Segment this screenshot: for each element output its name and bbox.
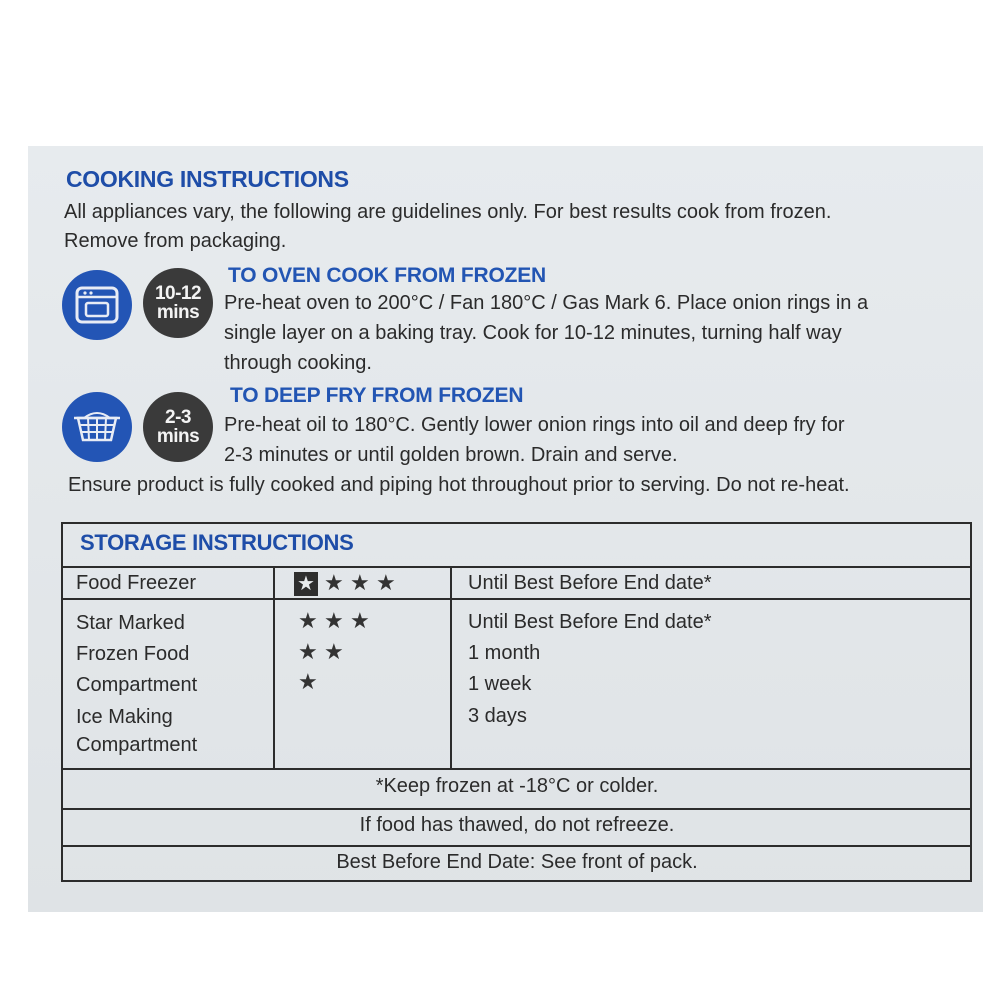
- fry-time-value: 2-3: [165, 407, 191, 428]
- fry-line-1: Pre-heat oil to 180°C. Gently lower onion rings into oil and deep fry for: [224, 414, 845, 436]
- food-freezer-duration: Until Best Before End date*: [468, 572, 712, 594]
- compartment-label: Frozen Food: [76, 643, 190, 665]
- best-before-note: Best Before End Date: See front of pack.: [336, 851, 698, 873]
- cooking-intro: [64, 198, 964, 256]
- oven-icon-graphic: [74, 285, 120, 325]
- star-icon: ★: [298, 608, 318, 633]
- oven-instructions: [224, 288, 984, 378]
- oven-line-1: Pre-heat oven to 200°C / Fan 180°C / Gas Mark 6. Place onion rings in a: [224, 292, 869, 314]
- fryer-basket-icon: [62, 392, 132, 462]
- compartment-duration: 1 week: [468, 673, 532, 695]
- intro-line-1: All appliances vary, the following are guidelines only. For best results cook from frozen.: [64, 201, 832, 223]
- keep-frozen-note: *Keep frozen at -18°C or colder.: [375, 775, 659, 797]
- table-divider: [273, 566, 275, 769]
- compartment-label: Compartment: [76, 734, 198, 756]
- fry-time-badge: [143, 392, 213, 462]
- fry-heading: TO DEEP FRY FROM FROZEN: [230, 384, 524, 407]
- oven-time-badge: [143, 268, 213, 338]
- oven-icon: [62, 270, 132, 340]
- star-icon: ★: [324, 570, 344, 595]
- compartment-label: Star Marked: [76, 612, 185, 634]
- star-icon: ★: [298, 669, 318, 694]
- table-divider: [61, 845, 972, 847]
- compartment-duration: Until Best Before End date*: [468, 611, 712, 633]
- oven-time-unit: mins: [156, 302, 200, 323]
- table-divider: [61, 808, 972, 810]
- intro-line-2: Remove from packaging.: [64, 230, 287, 252]
- compartment-label: Compartment: [76, 674, 198, 696]
- table-divider: [61, 768, 972, 770]
- oven-line-2: single layer on a baking tray. Cook for 10-12 minutes, turning half way: [224, 322, 842, 344]
- oven-line-3: through cooking.: [224, 352, 372, 374]
- boxed-star-icon: ★: [294, 572, 318, 596]
- food-freezer-label: Food Freezer: [76, 572, 197, 594]
- fry-instructions: [224, 410, 984, 470]
- thawed-note: If food has thawed, do not refreeze.: [359, 814, 675, 836]
- compartment-label: Ice Making: [76, 706, 173, 728]
- star-icon: ★: [324, 639, 344, 664]
- storage-instructions-heading: STORAGE INSTRUCTIONS: [80, 530, 354, 555]
- safety-note: Ensure product is fully cooked and piping hot throughout prior to serving. Do not re-heat.: [68, 474, 850, 496]
- fry-time-unit: mins: [156, 426, 200, 447]
- star-icon: ★: [324, 608, 344, 633]
- oven-time-value: 10-12: [154, 283, 202, 304]
- star-icon: ★: [350, 570, 370, 595]
- fry-line-2: 2-3 minutes or until golden brown. Drain and serve.: [224, 444, 678, 466]
- compartment-duration: 1 month: [468, 642, 541, 664]
- fryer-basket-graphic: [72, 408, 122, 446]
- star-icon: ★: [298, 639, 318, 664]
- star-icon: ★: [350, 608, 370, 633]
- star-icon: ★: [376, 570, 396, 595]
- oven-heading: TO OVEN COOK FROM FROZEN: [228, 264, 546, 287]
- compartment-duration: 3 days: [468, 705, 527, 727]
- table-divider: [450, 566, 452, 769]
- cooking-instructions-heading: COOKING INSTRUCTIONS: [66, 166, 349, 192]
